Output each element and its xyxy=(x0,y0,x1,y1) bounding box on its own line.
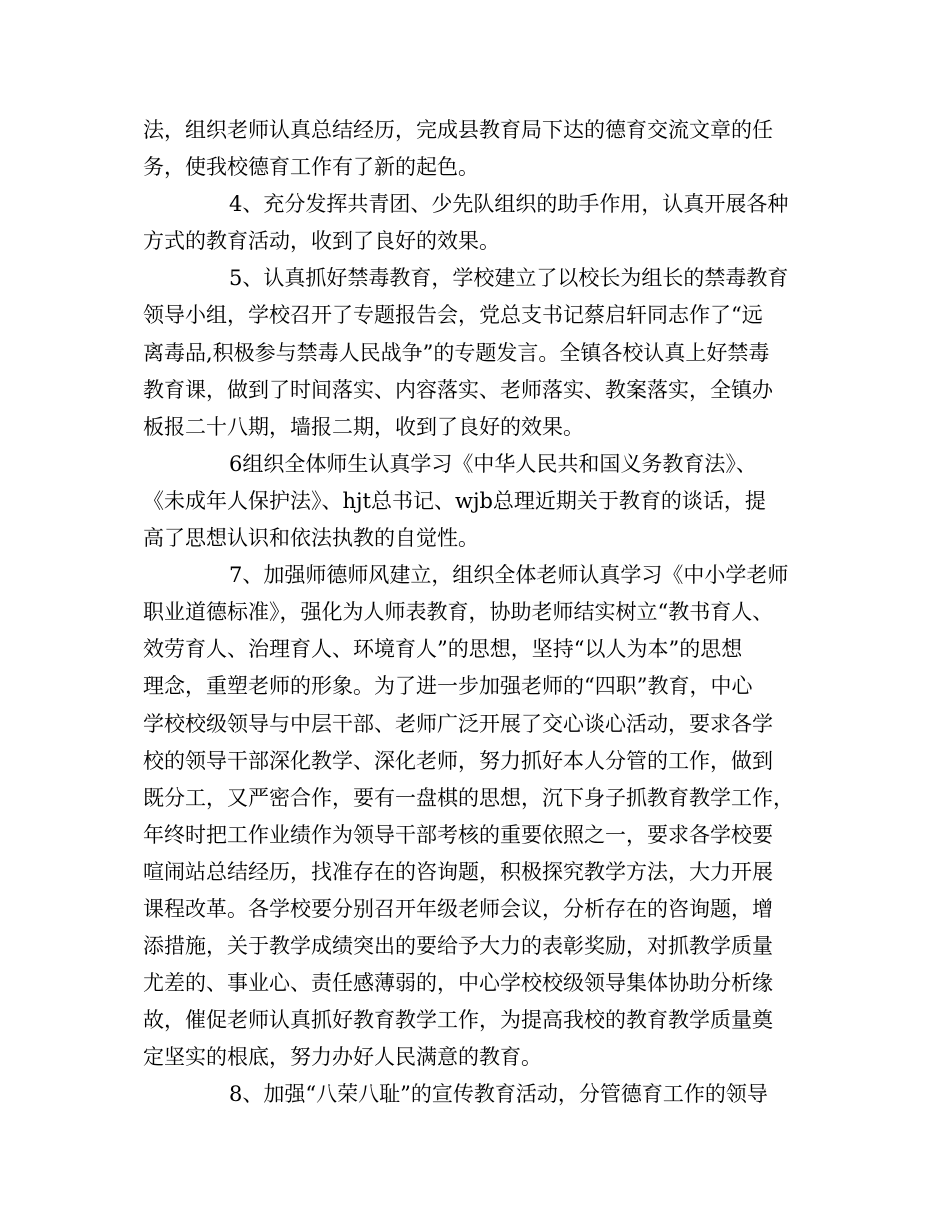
text-line: 既分工，又严密合作，要有一盘棋的思想，沉下身子抓教育教学工作， xyxy=(143,785,794,810)
body-text xyxy=(143,112,813,1114)
paragraph-start-line: 8、加强“八荣八耻”的宣传教育活动，分管德育工作的领导 xyxy=(229,1082,768,1107)
text-line: 效劳育人、治理育人、环境育人”的思想，坚持“以人为本”的思想 xyxy=(143,637,743,662)
text-line: 务，使我校德育工作有了新的起色。 xyxy=(143,155,479,180)
text-line: 校的领导干部深化教学、深化老师，努力抓好本人分管的工作，做到 xyxy=(143,748,773,773)
text-line: 年终时把工作业绩作为领导干部考核的重要依照之一，要求各学校要 xyxy=(143,822,773,847)
paragraph-start-line: 5、认真抓好禁毒教育，学校建立了以校长为组长的禁毒教育 xyxy=(229,266,789,291)
text-line: 定坚实的根底，努力办好人民满意的教育。 xyxy=(143,1045,542,1070)
text-line: 故，催促老师认真抓好教育教学工作，为提高我校的教育教学质量奠 xyxy=(143,1008,773,1033)
text-line: 理念，重塑老师的形象。为了进一步加强老师的“四职”教育，中心 xyxy=(143,674,753,699)
paragraph-start-line: 7、加强师德师风建立，组织全体老师认真学习《中小学老师 xyxy=(229,563,789,588)
text-line: 职业道德标准》，强化为人师表教育，协助老师结实树立“教书育人、 xyxy=(143,600,774,625)
text-line: 《未成年人保护法》、hjt总书记、wjb总理近期关于教育的谈话，提 xyxy=(143,488,766,513)
paragraph-start-line: 4、充分发挥共青团、少先队组织的助手作用，认真开展各种 xyxy=(229,192,789,217)
text-line: 喧闹站总结经历，找准存在的咨询题，积极探究教学方法，大力开展 xyxy=(143,859,773,884)
text-line: 法，组织老师认真总结经历，完成县教育局下达的德育交流文章的任 xyxy=(143,118,773,142)
text-line: 高了思想认识和依法执教的自觉性。 xyxy=(143,526,479,551)
text-line: 学校校级领导与中层干部、老师广泛开展了交心谈心活动，要求各学 xyxy=(143,711,773,736)
paragraph-start-line: 6组织全体师生认真学习《中华人民共和国义务教育法》、 xyxy=(229,451,757,476)
text-line: 尤差的、事业心、责任感薄弱的，中心学校校级领导集体协助分析缘 xyxy=(143,971,773,996)
text-line: 领导小组，学校召开了专题报告会，党总支书记蔡启轩同志作了“远 xyxy=(143,303,763,328)
text-line: 方式的教育活动，收到了良好的效果。 xyxy=(143,229,500,254)
text-line: 添措施，关于教学成绩突出的要给予大力的表彰奖励，对抓教学质量 xyxy=(143,934,773,959)
text-line: 板报二十八期，墙报二期，收到了良好的效果。 xyxy=(143,414,584,439)
text-line: 离毒品,积极参与禁毒人民战争”的专题发言。全镇各校认真上好禁毒 xyxy=(143,340,770,365)
text-line: 教育课，做到了时间落实、内容落实、老师落实、教案落实，全镇办 xyxy=(143,377,773,402)
text-line: 课程改革。各学校要分别召开年级老师会议，分析存在的咨询题，增 xyxy=(143,896,773,921)
